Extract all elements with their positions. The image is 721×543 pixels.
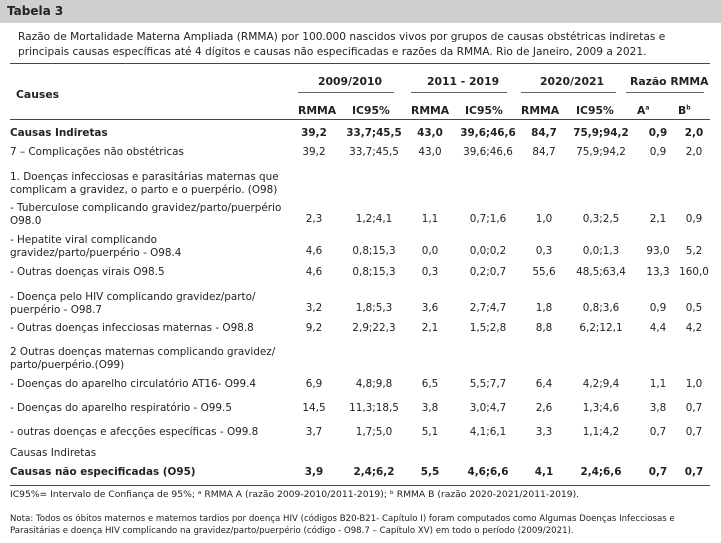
table-row — [10, 266, 710, 291]
cell-a: 4,4 — [649, 322, 667, 334]
cell-a: 13,3 — [646, 266, 670, 278]
row-label: Causas não especificadas (O95) — [10, 466, 196, 478]
row-label: - Doenças do aparelho circulatório AT16- O99.4 — [10, 378, 257, 390]
header-underline — [411, 92, 507, 93]
cell-rmma: 5,1 — [421, 426, 439, 438]
cell-rmma — [288, 346, 340, 378]
row-label: 7 – Complicações não obstétricas — [10, 146, 184, 158]
cell-a: 93,0 — [646, 245, 670, 257]
cell-rmma: 3,3 — [535, 426, 553, 438]
cell-ic95: 0,0;1,3 — [582, 245, 620, 257]
cell-ic95: 2,4;6,6 — [580, 466, 622, 478]
cell-b: 0,7 — [685, 426, 703, 438]
cell-b: 2,0 — [684, 127, 704, 139]
cell-rmma: 0,0 — [421, 245, 439, 257]
cell-ic95: 0,0;0,2 — [469, 245, 507, 257]
cell-ic95: 4,6;6,6 — [467, 466, 509, 478]
subheader-a: $A^a$ — [637, 104, 650, 117]
cell-ic95: 33,7;45,5 — [346, 127, 402, 139]
cell-ic95 — [564, 346, 638, 378]
table-row — [10, 202, 710, 234]
row-label: - outras doenças e afecções específicas - O99.8 — [10, 426, 259, 438]
header-group-2009-2010: 2009/2010 — [318, 75, 383, 88]
cell-rmma: 6,9 — [305, 378, 323, 390]
cell-ic95 — [452, 346, 524, 378]
header-bottom-rule — [10, 119, 710, 120]
row-label: 1. Doenças infecciosas e parasitárias maternas que complicam a gravidez, o parto e o puerpério. (O98) — [10, 171, 279, 196]
cell-rmma — [408, 171, 452, 202]
cell-rmma: 43,0 — [417, 127, 443, 139]
cell-rmma: 0,3 — [421, 266, 439, 278]
cell-rmma: 1,0 — [535, 213, 553, 225]
subheader-rmma: RMMA — [411, 104, 450, 117]
header-underline — [626, 92, 704, 93]
cell-ic95: 2,9;22,3 — [352, 322, 396, 334]
subheader-ic95: IC95% — [465, 104, 503, 117]
cell-b: 0,7 — [684, 466, 704, 478]
cell-a: 2,1 — [649, 213, 667, 225]
cell-ic95: 1,7;5,0 — [355, 426, 393, 438]
cell-rmma — [288, 447, 340, 466]
cell-b: 0,7 — [685, 402, 703, 414]
table-row — [10, 378, 710, 402]
cell-ic95: 1,3;4,6 — [582, 402, 620, 414]
cell-rmma: 8,8 — [535, 322, 553, 334]
cell-ic95: 0,8;15,3 — [352, 266, 396, 278]
cell-rmma: 4,1 — [534, 466, 554, 478]
cell-ic95 — [340, 447, 408, 466]
cell-a — [638, 447, 678, 466]
subheader-ic95: IC95% — [576, 104, 614, 117]
cell-ic95: 5,5;7,7 — [469, 378, 507, 390]
cell-rmma: 39,2 — [302, 146, 326, 158]
header-underline — [298, 92, 394, 93]
cell-ic95: 11,3;18,5 — [349, 402, 399, 414]
cell-rmma: 9,2 — [305, 322, 323, 334]
cell-ic95 — [340, 346, 408, 378]
cell-ic95 — [564, 447, 638, 466]
cell-ic95: 33,7;45,5 — [349, 146, 399, 158]
cell-a: 0,9 — [649, 146, 667, 158]
footnote: IC95%= Intervalo de Confiança de 95%; ᵃ RMMA A (razão 2009-2010/2011-2019); ᵇ RMMA B (razão 2020-2021/2011-2019). — [10, 489, 580, 500]
cell-b: 2,0 — [685, 146, 703, 158]
cell-rmma: 1,1 — [421, 213, 439, 225]
row-label: Causas Indiretas — [10, 447, 97, 459]
table-row — [10, 146, 710, 171]
table-row — [10, 291, 710, 322]
table-row — [10, 447, 710, 466]
table-row — [10, 171, 710, 202]
cell-rmma: 4,6 — [305, 245, 323, 257]
cell-rmma — [408, 447, 452, 466]
cell-rmma — [524, 447, 564, 466]
cell-rmma: 43,0 — [418, 146, 442, 158]
cell-a: 1,1 — [649, 378, 667, 390]
cell-ic95: 1,5;2,8 — [469, 322, 507, 334]
cell-b: 1,0 — [685, 378, 703, 390]
cell-ic95: 2,7;4,7 — [469, 302, 507, 314]
cell-ic95: 4,2;9,4 — [582, 378, 620, 390]
cell-rmma: 3,8 — [421, 402, 439, 414]
header-group-2020-2021: 2020/2021 — [540, 75, 605, 88]
row-label: Causas Indiretas — [10, 127, 108, 139]
cell-rmma: 3,2 — [305, 302, 323, 314]
table-row — [10, 466, 710, 483]
cell-ic95: 6,2;12,1 — [579, 322, 623, 334]
row-label: 2 Outras doenças maternas complicando gravidez/ parto/puerpério.(O99) — [10, 346, 276, 371]
cell-ic95 — [452, 171, 524, 202]
cell-ic95: 1,2;4,1 — [355, 213, 393, 225]
cell-b — [678, 346, 710, 378]
row-label: - Tuberculose complicando gravidez/parto/puerpério O98.0 — [10, 202, 282, 227]
cell-b — [678, 447, 710, 466]
cell-rmma: 0,3 — [535, 245, 553, 257]
cell-rmma: 2,1 — [421, 322, 439, 334]
cell-rmma: 3,6 — [421, 302, 439, 314]
cell-ic95 — [564, 171, 638, 202]
cell-ic95 — [340, 171, 408, 202]
cell-ic95: 1,8;5,3 — [355, 302, 393, 314]
cell-rmma: 3,7 — [305, 426, 323, 438]
header-underline — [521, 92, 616, 93]
cell-rmma: 84,7 — [532, 146, 556, 158]
table-row — [10, 346, 710, 378]
subheader-ic95: IC95% — [352, 104, 390, 117]
row-label: - Hepatite viral complicando gravidez/parto/puerpério - O98.4 — [10, 234, 182, 259]
cell-ic95: 75,9;94,2 — [576, 146, 626, 158]
subheader-rmma: RMMA — [521, 104, 560, 117]
cell-rmma: 3,9 — [304, 466, 324, 478]
cell-ic95: 0,3;2,5 — [582, 213, 620, 225]
cell-ic95: 39,6;46,6 — [463, 146, 513, 158]
cell-ic95: 0,8;15,3 — [352, 245, 396, 257]
cell-rmma — [524, 346, 564, 378]
row-label: - Outras doenças virais O98.5 — [10, 266, 165, 278]
table-row — [10, 402, 710, 426]
table-label: Tabela 3 — [7, 4, 64, 18]
cell-rmma — [408, 346, 452, 378]
cell-rmma: 39,2 — [301, 127, 327, 139]
table-caption: Razão de Mortalidade Materna Ampliada (RMMA) por 100.000 nascidos vivos por grupos de causas obstétricas indiretas e principais causas específicas até 4 dígitos e causas não especificadas e razões da RMMA. Rio de Janeiro, 2009 a 2021. — [18, 31, 666, 58]
top-rule — [10, 63, 710, 64]
table-row — [10, 426, 710, 447]
cell-rmma: 1,8 — [535, 302, 553, 314]
table-row — [10, 322, 710, 346]
cell-b: 4,2 — [685, 322, 703, 334]
cell-b: 5,2 — [685, 245, 703, 257]
cell-ic95: 0,2;0,7 — [469, 266, 507, 278]
cell-ic95: 0,7;1,6 — [469, 213, 507, 225]
header-causes: Causes — [16, 88, 60, 101]
cell-a — [638, 346, 678, 378]
table-row — [10, 121, 710, 146]
table-bottom-rule — [10, 485, 710, 486]
subheader-rmma: RMMA — [298, 104, 337, 117]
cell-ic95: 48,5;63,4 — [576, 266, 626, 278]
table-row — [10, 234, 710, 266]
cell-ic95: 2,4;6,2 — [353, 466, 395, 478]
cell-a: 0,7 — [649, 426, 667, 438]
cell-b — [678, 171, 710, 202]
cell-a: 0,9 — [649, 302, 667, 314]
subheader-b: $B^b$ — [678, 104, 691, 117]
cell-a: 0,9 — [648, 127, 668, 139]
row-label: - Doença pelo HIV complicando gravidez/parto/ puerpério - O98.7 — [10, 291, 256, 316]
cell-ic95 — [452, 447, 524, 466]
cell-b: 0,9 — [685, 213, 703, 225]
cell-a: 3,8 — [649, 402, 667, 414]
cell-rmma — [524, 171, 564, 202]
cell-a — [638, 171, 678, 202]
cell-rmma: 2,6 — [535, 402, 553, 414]
cell-ic95: 4,8;9,8 — [355, 378, 393, 390]
cell-ic95: 0,8;3,6 — [582, 302, 620, 314]
cell-b: 160,0 — [679, 266, 709, 278]
cell-ic95: 39,6;46,6 — [460, 127, 516, 139]
row-label: - Outras doenças infecciosas maternas - O98.8 — [10, 322, 254, 334]
cell-b: 0,5 — [685, 302, 703, 314]
cell-rmma: 84,7 — [531, 127, 557, 139]
data-table — [10, 121, 710, 483]
cell-rmma: 4,6 — [305, 266, 323, 278]
cell-ic95: 4,1;6,1 — [469, 426, 507, 438]
cell-rmma: 55,6 — [532, 266, 556, 278]
cell-rmma: 2,3 — [305, 213, 323, 225]
table-note: Nota: Todos os óbitos maternos e maternos tardios por doença HIV (códigos B20-B21- Capítulo I) foram computados como Algumas Doenças Infecciosas e Parasitárias e doença HIV complicando na gravidez/parto/puerpério (código - O98.7 – Capítulo XV) em todo o período (2009/2021). — [10, 514, 675, 536]
cell-rmma: 5,5 — [420, 466, 440, 478]
cell-ic95: 3,0;4,7 — [469, 402, 507, 414]
row-label: - Doenças do aparelho respiratório - O99.5 — [10, 402, 232, 414]
table-title-bar — [0, 0, 721, 23]
cell-rmma: 14,5 — [302, 402, 326, 414]
cell-ic95: 75,9;94,2 — [573, 127, 629, 139]
header-group-razao: Razão RMMA — [630, 75, 709, 88]
cell-a: 0,7 — [648, 466, 668, 478]
cell-ic95: 1,1;4,2 — [582, 426, 620, 438]
cell-rmma: 6,5 — [421, 378, 439, 390]
header-group-2011-2019: 2011 - 2019 — [427, 75, 500, 88]
cell-rmma — [288, 171, 340, 202]
cell-rmma: 6,4 — [535, 378, 553, 390]
